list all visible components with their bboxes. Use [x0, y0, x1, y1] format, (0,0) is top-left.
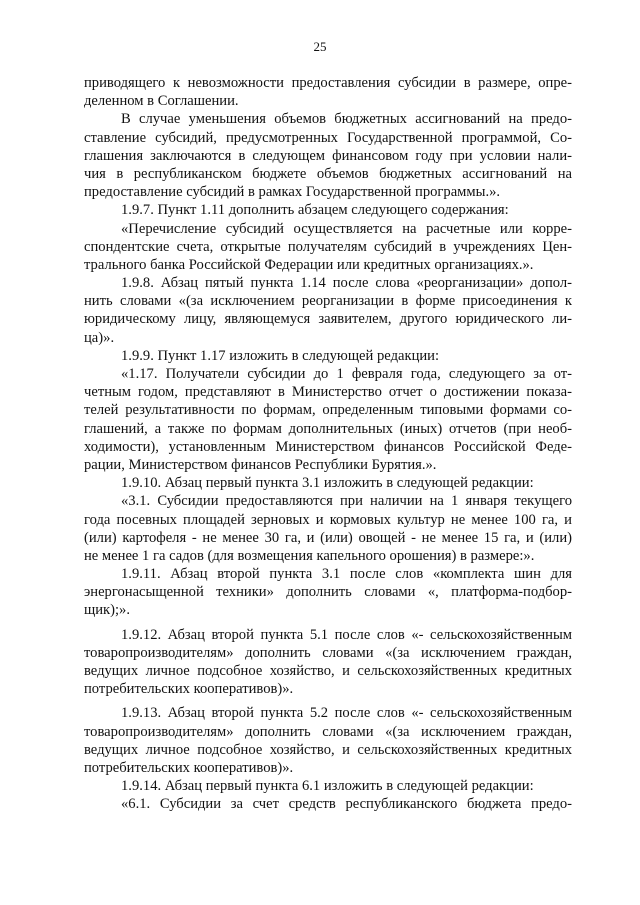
- paragraph: [84, 220, 572, 275]
- text-line: телей результативности по формам, определенным типовыми формами со-: [84, 402, 572, 419]
- text-line: предоставление субсидий в рамках Государственной программы.».: [84, 184, 501, 201]
- text-line: ца)».: [84, 329, 115, 346]
- text-line: 1.9.14. Абзац первый пункта 6.1 изложить в следующей редакции:: [121, 778, 534, 795]
- text-line: ведущих личное подсобное хозяйство, и сельскохозяйственных кредитных: [84, 663, 572, 679]
- document-body: [84, 74, 572, 814]
- text-line: рации, Министерством финансов Республики Бурятия.».: [84, 456, 437, 473]
- paragraph: [84, 626, 572, 699]
- page-number: 25: [313, 39, 327, 54]
- paragraph: [84, 347, 572, 365]
- text-line: «Перечисление субсидий осуществляется на расчетные или корре-: [121, 220, 572, 237]
- text-line: глашений, а также по формам дополнительных (иных) отчетов (при необ-: [84, 420, 572, 437]
- paragraph: [84, 777, 572, 795]
- paragraph: [84, 110, 572, 201]
- text-line: щик);».: [84, 602, 130, 619]
- text-line: товаропроизводителям» дополнить словами «(за исключением граждан,: [84, 644, 572, 661]
- text-line: 1.9.12. Абзац второй пункта 5.1 после слов «- сельскохозяйственным: [121, 626, 572, 643]
- text-line: потребительских кооперативов)».: [84, 681, 294, 698]
- text-line: не менее 1 га садов (для возмещения капельного орошения) в размере:».: [84, 547, 535, 564]
- paragraph: [84, 704, 572, 777]
- text-line: трального банка Российской Федерации или кредитных организациях.».: [84, 256, 534, 273]
- text-line: «1.17. Получатели субсидии до 1 февраля года, следующего за от-: [121, 366, 572, 382]
- text-line: 1.9.13. Абзац второй пункта 5.2 после слов «- сельскохозяйственным: [121, 705, 572, 722]
- text-line: года посевных площадей зерновых и кормовых культур не менее 100 га, и: [84, 511, 572, 528]
- text-line: «3.1. Субсидии предоставляются при наличии на 1 января текущего: [121, 493, 572, 510]
- text-line: В случае уменьшения объемов бюджетных ассигнований на предо-: [121, 111, 572, 128]
- text-line: глашения заключаются в следующем финансовом году при условии нали-: [84, 147, 572, 164]
- text-line: нить словами «(за исключением реорганизации в форме присоединения к: [84, 293, 572, 310]
- text-line: ставление субсидий, предусмотренных Государственной программой, Со-: [84, 129, 572, 146]
- text-line: приводящего к невозможности предоставления субсидии в размере, опре-: [84, 75, 572, 91]
- text-line: ходимости), установленным Министерством финансов Российской Феде-: [84, 438, 572, 455]
- text-line: юридическому лицу, являющемуся заявителем, другого юридического ли-: [84, 311, 572, 328]
- text-line: «6.1. Субсидии за счет средств республиканского бюджета предо-: [121, 796, 572, 813]
- text-line: четным годом, представляют в Министерство отчет о достижении показа-: [84, 384, 572, 401]
- text-line: спондентские счета, открытые получателям субсидий в учреждениях Цен-: [84, 238, 572, 255]
- paragraph: [84, 274, 572, 347]
- paragraph: [84, 365, 572, 474]
- paragraph: [84, 795, 572, 813]
- text-line: товаропроизводителям» дополнить словами «(за исключением граждан,: [84, 723, 572, 740]
- text-line: энергонасыщенной техники» дополнить словами «, платформа-подбор-: [84, 584, 572, 601]
- text-line: ведущих личное подсобное хозяйство, и сельскохозяйственных кредитных: [84, 741, 572, 758]
- text-line: 1.9.11. Абзац второй пункта 3.1 после слов «комплекта шин для: [121, 566, 572, 583]
- text-line: 1.9.8. Абзац пятый пункта 1.14 после слова «реорганизации» допол-: [121, 275, 572, 292]
- text-line: 1.9.10. Абзац первый пункта 3.1 изложить в следующей редакции:: [121, 475, 534, 492]
- paragraph: [84, 474, 572, 492]
- paragraph: [84, 74, 572, 110]
- paragraph: [84, 201, 572, 219]
- paragraph: [84, 492, 572, 565]
- text-line: потребительских кооперативов)».: [84, 759, 294, 776]
- text-line: (или) картофеля - не менее 30 га, и (или) овощей - не менее 15 га, и (или): [84, 529, 572, 546]
- text-line: 1.9.7. Пункт 1.11 дополнить абзацем следующего содержания:: [121, 202, 509, 219]
- text-line: чия в республиканском бюджете объемов бюджетных ассигнований на: [84, 165, 572, 182]
- text-line: деленном в Соглашении.: [84, 93, 239, 110]
- text-line: 1.9.9. Пункт 1.17 изложить в следующей редакции:: [121, 347, 440, 364]
- paragraph: [84, 565, 572, 620]
